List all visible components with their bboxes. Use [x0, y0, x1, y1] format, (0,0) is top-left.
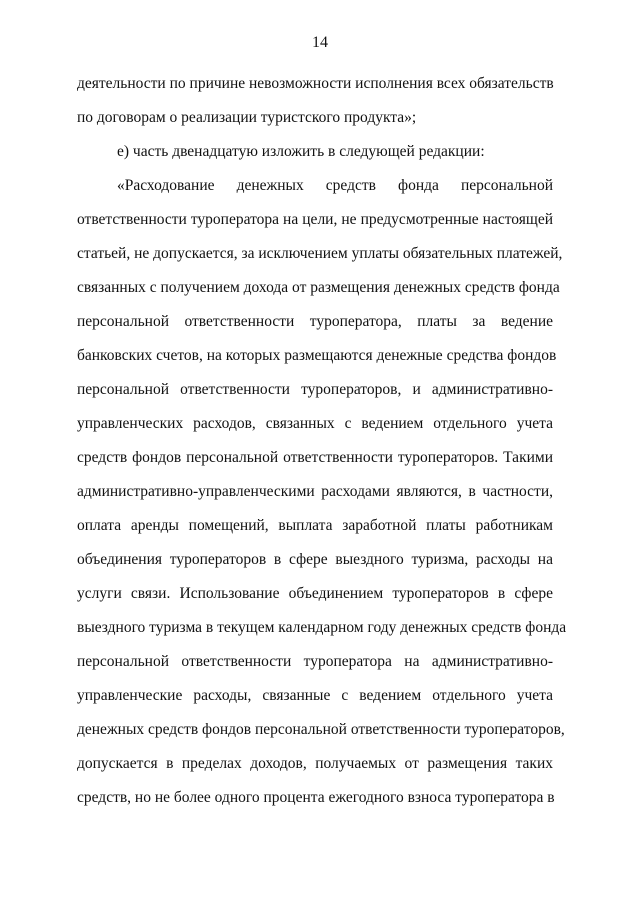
text-line: банковских счетов, на которых размещаются денежные средства фондов: [77, 347, 557, 364]
text-line: связанных с получением дохода от размещения денежных средств фонда: [77, 279, 560, 296]
text-line: денежных средств фондов персональной ответственности туроператоров,: [77, 721, 565, 738]
text-line: допускается в пределах доходов, получаемых от размещения таких: [77, 755, 553, 772]
text-line: средств, но не более одного процента ежегодного взноса туроператора в: [77, 789, 555, 806]
text-line: статьей, не допускается, за исключением уплаты обязательных платежей,: [77, 245, 563, 262]
text-line: объединения туроператоров в сфере выездного туризма, расходы на: [77, 551, 553, 568]
text-line: персональной ответственности туроператора, платы за ведение: [77, 313, 553, 330]
text-line: по договорам о реализации туристского продукта»;: [77, 109, 417, 126]
text-line: персональной ответственности туроператора на административно-: [77, 653, 553, 670]
text-line: «Расходование денежных средств фонда персональной: [117, 177, 553, 194]
text-line: оплата аренды помещений, выплата заработной платы работникам: [77, 517, 553, 534]
page-number: 14: [312, 34, 328, 51]
text-line: ответственности туроператора на цели, не предусмотренные настоящей: [77, 211, 553, 228]
text-line: управленческих расходов, связанных с ведением отдельного учета: [77, 415, 553, 432]
text-line: деятельности по причине невозможности исполнения всех обязательств: [77, 75, 554, 92]
text-line: выездного туризма в текущем календарном году денежных средств фонда: [77, 619, 567, 636]
text-line: персональной ответственности туроператоров, и административно-: [77, 381, 553, 398]
text-line: управленческие расходы, связанные с ведением отдельного учета: [77, 687, 553, 704]
text-line: административно-управленческими расходами являются, в частности,: [77, 483, 553, 500]
text-line: средств фондов персональной ответственности туроператоров. Такими: [77, 449, 553, 466]
text-line: е) часть двенадцатую изложить в следующей редакции:: [117, 143, 485, 160]
text-line: услуги связи. Использование объединением туроператоров в сфере: [77, 585, 553, 602]
